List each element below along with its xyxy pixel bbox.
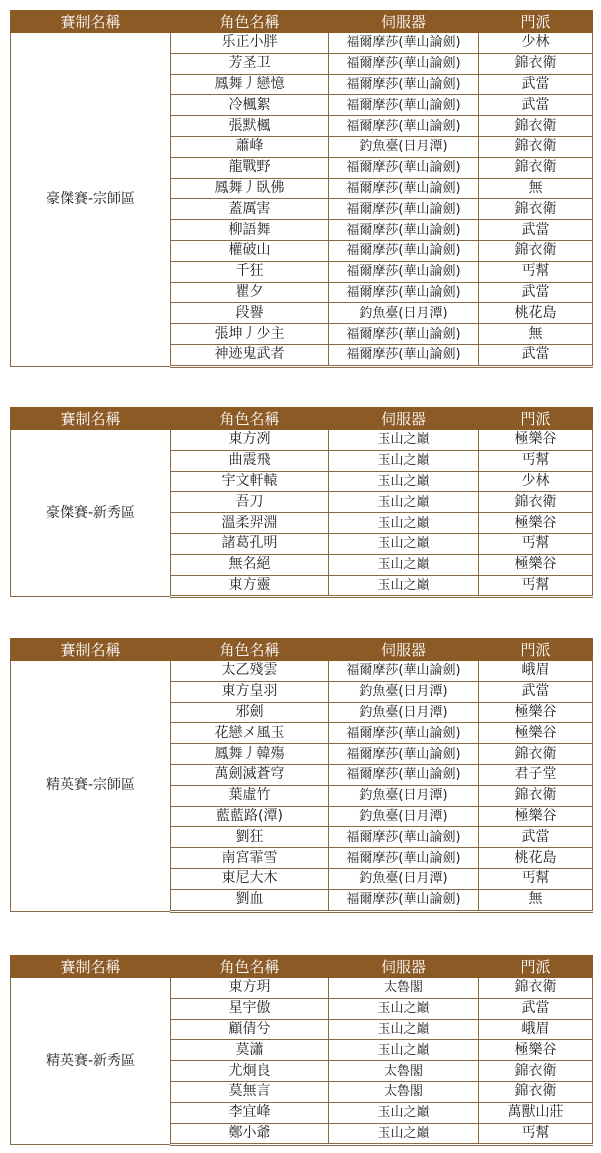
server-name: 福爾摩莎(華山論劍) (329, 199, 479, 220)
character-name: 劉血 (171, 889, 329, 911)
server-name: 釣魚臺(日月潭) (329, 681, 479, 702)
results-table (10, 407, 593, 598)
character-name: 鄭小爺 (171, 1123, 329, 1145)
server-name: 福爾摩莎(華山論劍) (329, 220, 479, 241)
faction-name: 錦衣衛 (479, 744, 593, 765)
server-name: 玉山之巔 (329, 533, 479, 554)
server-name: 福爾摩莎(華山論劍) (329, 848, 479, 869)
character-name: 東尼大木 (171, 868, 329, 889)
table-header-row (11, 11, 593, 33)
results-table (10, 10, 593, 368)
competition-category: 精英賽-新秀區 (11, 978, 171, 1145)
faction-name: 極樂谷 (479, 702, 593, 723)
server-name: 玉山之巔 (329, 1019, 479, 1040)
header-server: 伺服器 (329, 639, 479, 661)
faction-name: 少林 (479, 471, 593, 492)
faction-name: 君子堂 (479, 764, 593, 785)
table-row (11, 430, 593, 451)
header-character: 角色名稱 (171, 639, 329, 661)
faction-name: 極樂谷 (479, 513, 593, 534)
faction-name: 桃花島 (479, 848, 593, 869)
faction-name: 峨眉 (479, 1019, 593, 1040)
faction-name: 峨眉 (479, 661, 593, 682)
faction-name: 錦衣衛 (479, 53, 593, 74)
server-name: 福爾摩莎(華山論劍) (329, 764, 479, 785)
character-name: 芳圣卫 (171, 53, 329, 74)
server-name: 太魯閣 (329, 1061, 479, 1082)
server-name: 福爾摩莎(華山論劍) (329, 282, 479, 303)
faction-name: 錦衣衛 (479, 785, 593, 806)
character-name: 鳳舞丿臥佛 (171, 178, 329, 199)
header-character: 角色名稱 (171, 11, 329, 33)
character-name: 張默楓 (171, 116, 329, 137)
faction-name: 丐幫 (479, 868, 593, 889)
table-header-row (11, 408, 593, 430)
faction-name: 錦衣衛 (479, 978, 593, 999)
server-name: 福爾摩莎(華山論劍) (329, 95, 479, 116)
server-name: 玉山之巔 (329, 1123, 479, 1145)
faction-name: 錦衣衛 (479, 1081, 593, 1102)
character-name: 溫柔羿淵 (171, 513, 329, 534)
character-name: 柳語舞 (171, 220, 329, 241)
server-name: 福爾摩莎(華山論劍) (329, 53, 479, 74)
character-name: 曲震飛 (171, 450, 329, 471)
server-name: 玉山之巔 (329, 998, 479, 1019)
server-name: 福爾摩莎(華山論劍) (329, 889, 479, 911)
character-name: 顧倩兮 (171, 1019, 329, 1040)
character-name: 萬劍滅蒼穹 (171, 764, 329, 785)
server-name: 福爾摩莎(華山論劍) (329, 33, 479, 54)
table-row (11, 978, 593, 999)
header-competition: 賽制名稱 (11, 11, 171, 33)
faction-name: 極樂谷 (479, 430, 593, 451)
server-name: 福爾摩莎(華山論劍) (329, 74, 479, 95)
server-name: 福爾摩莎(華山論劍) (329, 261, 479, 282)
character-name: 蓋厲害 (171, 199, 329, 220)
header-character: 角色名稱 (171, 956, 329, 978)
faction-name: 武當 (479, 681, 593, 702)
character-name: 蕭峰 (171, 136, 329, 157)
faction-name: 極樂谷 (479, 723, 593, 744)
server-name: 福爾摩莎(華山論劍) (329, 344, 479, 366)
server-name: 玉山之巔 (329, 575, 479, 597)
server-name: 釣魚臺(日月潭) (329, 136, 479, 157)
table-header-row (11, 956, 593, 978)
header-competition: 賽制名稱 (11, 408, 171, 430)
character-name: 東方靈 (171, 575, 329, 597)
faction-name: 武當 (479, 74, 593, 95)
faction-name: 極樂谷 (479, 806, 593, 827)
header-faction: 門派 (479, 11, 593, 33)
faction-name: 丐幫 (479, 533, 593, 554)
header-faction: 門派 (479, 408, 593, 430)
character-name: 無名絕 (171, 554, 329, 575)
server-name: 玉山之巔 (329, 430, 479, 451)
character-name: 藍藍路(潭) (171, 806, 329, 827)
server-name: 福爾摩莎(華山論劍) (329, 157, 479, 178)
character-name: 權破山 (171, 240, 329, 261)
server-name: 福爾摩莎(華山論劍) (329, 324, 479, 345)
faction-name: 萬獸山莊 (479, 1102, 593, 1123)
faction-name: 丐幫 (479, 1123, 593, 1145)
server-name: 釣魚臺(日月潭) (329, 303, 479, 324)
character-name: 段譽 (171, 303, 329, 324)
faction-name: 桃花島 (479, 303, 593, 324)
character-name: 莫瀟 (171, 1040, 329, 1061)
server-name: 福爾摩莎(華山論劍) (329, 116, 479, 137)
character-name: 冷楓絮 (171, 95, 329, 116)
character-name: 諸葛孔明 (171, 533, 329, 554)
faction-name: 武當 (479, 998, 593, 1019)
server-name: 釣魚臺(日月潭) (329, 702, 479, 723)
server-name: 釣魚臺(日月潭) (329, 806, 479, 827)
server-name: 玉山之巔 (329, 1102, 479, 1123)
character-name: 千狂 (171, 261, 329, 282)
faction-name: 武當 (479, 95, 593, 116)
server-name: 福爾摩莎(華山論劍) (329, 240, 479, 261)
faction-name: 錦衣衛 (479, 199, 593, 220)
faction-name: 丐幫 (479, 450, 593, 471)
competition-category: 豪傑賽-新秀區 (11, 430, 171, 597)
server-name: 玉山之巔 (329, 450, 479, 471)
server-name: 福爾摩莎(華山論劍) (329, 178, 479, 199)
faction-name: 丐幫 (479, 575, 593, 597)
character-name: 花戀メ風玉 (171, 723, 329, 744)
character-name: 鳳舞丿戀憶 (171, 74, 329, 95)
server-name: 玉山之巔 (329, 513, 479, 534)
results-table (10, 638, 593, 913)
faction-name: 錦衣衛 (479, 1061, 593, 1082)
header-faction: 門派 (479, 956, 593, 978)
competition-category: 精英賽-宗師區 (11, 661, 171, 912)
character-name: 東方冽 (171, 430, 329, 451)
table-header-row (11, 639, 593, 661)
table-row (11, 661, 593, 682)
character-name: 莫無言 (171, 1081, 329, 1102)
faction-name: 無 (479, 889, 593, 911)
header-competition: 賽制名稱 (11, 956, 171, 978)
character-name: 東方皇羽 (171, 681, 329, 702)
character-name: 瞿夕 (171, 282, 329, 303)
header-faction: 門派 (479, 639, 593, 661)
competition-category: 豪傑賽-宗師區 (11, 33, 171, 367)
header-competition: 賽制名稱 (11, 639, 171, 661)
character-name: 張坤丿少主 (171, 324, 329, 345)
faction-name: 武當 (479, 220, 593, 241)
character-name: 鳳舞丿韓殤 (171, 744, 329, 765)
server-name: 福爾摩莎(華山論劍) (329, 827, 479, 848)
faction-name: 丐幫 (479, 261, 593, 282)
faction-name: 極樂谷 (479, 1040, 593, 1061)
server-name: 釣魚臺(日月潭) (329, 785, 479, 806)
character-name: 星宇傲 (171, 998, 329, 1019)
character-name: 南宮霏雪 (171, 848, 329, 869)
faction-name: 極樂谷 (479, 554, 593, 575)
server-name: 太魯閣 (329, 1081, 479, 1102)
server-name: 玉山之巔 (329, 492, 479, 513)
server-name: 福爾摩莎(華山論劍) (329, 744, 479, 765)
header-server: 伺服器 (329, 956, 479, 978)
faction-name: 武當 (479, 282, 593, 303)
faction-name: 少林 (479, 33, 593, 54)
character-name: 邪劍 (171, 702, 329, 723)
header-character: 角色名稱 (171, 408, 329, 430)
faction-name: 錦衣衛 (479, 240, 593, 261)
header-server: 伺服器 (329, 11, 479, 33)
faction-name: 無 (479, 178, 593, 199)
header-server: 伺服器 (329, 408, 479, 430)
server-name: 太魯閣 (329, 978, 479, 999)
server-name: 玉山之巔 (329, 1040, 479, 1061)
character-name: 乐正小胖 (171, 33, 329, 54)
character-name: 神迹鬼武者 (171, 344, 329, 366)
server-name: 玉山之巔 (329, 554, 479, 575)
character-name: 太乙殘雲 (171, 661, 329, 682)
character-name: 李宜峰 (171, 1102, 329, 1123)
server-name: 玉山之巔 (329, 471, 479, 492)
character-name: 劉狂 (171, 827, 329, 848)
faction-name: 武當 (479, 827, 593, 848)
faction-name: 錦衣衛 (479, 116, 593, 137)
server-name: 釣魚臺(日月潭) (329, 868, 479, 889)
character-name: 東方玥 (171, 978, 329, 999)
character-name: 龍戰野 (171, 157, 329, 178)
server-name: 福爾摩莎(華山論劍) (329, 723, 479, 744)
results-table (10, 955, 593, 1146)
character-name: 吾刀 (171, 492, 329, 513)
faction-name: 錦衣衛 (479, 492, 593, 513)
faction-name: 無 (479, 324, 593, 345)
character-name: 宇文軒轅 (171, 471, 329, 492)
character-name: 葉虛竹 (171, 785, 329, 806)
faction-name: 武當 (479, 344, 593, 366)
faction-name: 錦衣衛 (479, 136, 593, 157)
faction-name: 錦衣衛 (479, 157, 593, 178)
character-name: 尤炯良 (171, 1061, 329, 1082)
server-name: 福爾摩莎(華山論劍) (329, 661, 479, 682)
table-row (11, 33, 593, 54)
